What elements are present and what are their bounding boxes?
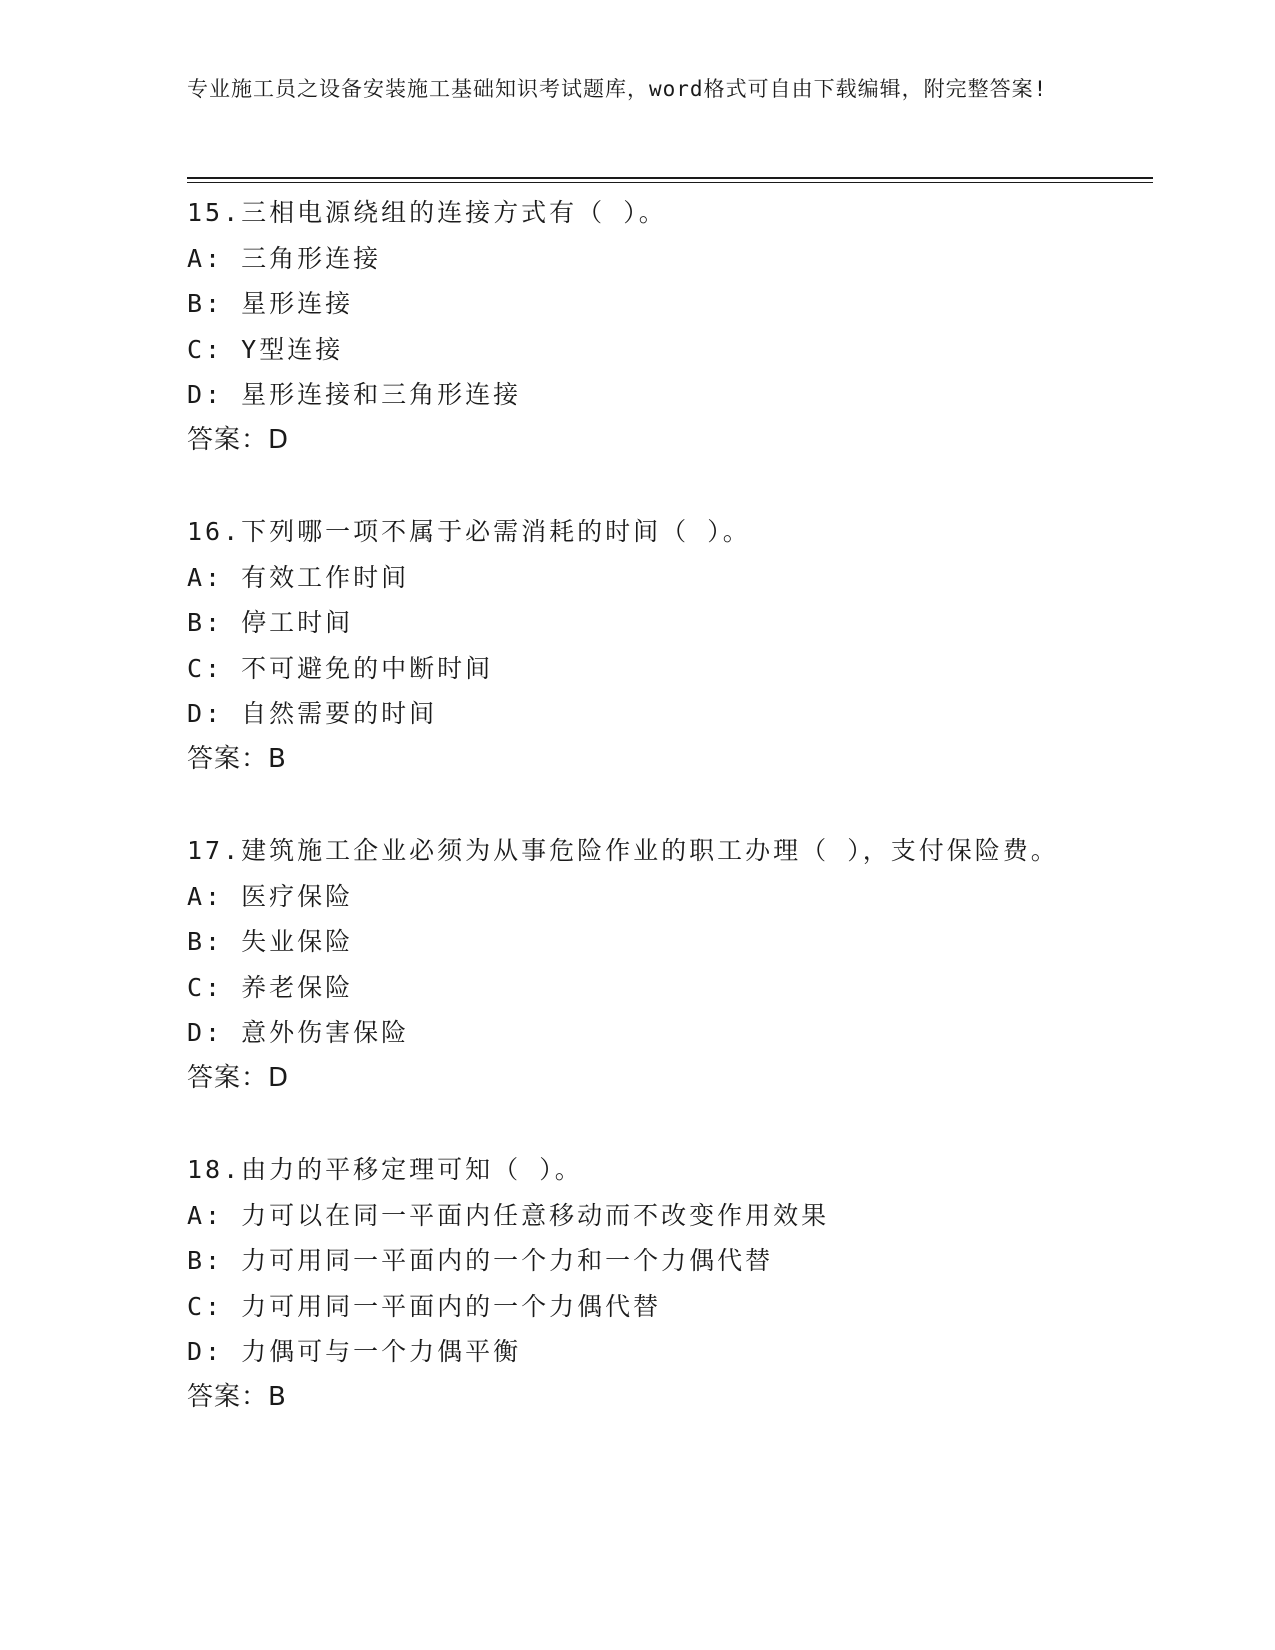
option-c: C: 力可用同一平面内的一个力偶代替 <box>187 1291 662 1321</box>
document-header: 专业施工员之设备安装施工基础知识考试题库，word格式可自由下载编辑，附完整答案! <box>187 77 1048 101</box>
option-b: B: 停工时间 <box>187 608 354 637</box>
question-list <box>187 190 1067 1466</box>
option-a: A: 力可以在同一平面内任意移动而不改变作用效果 <box>187 1200 830 1230</box>
question-16 <box>187 509 1067 782</box>
answer: 答案：D <box>187 1062 290 1093</box>
question-text: 16.下列哪一项不属于必需消耗的时间（ ）。 <box>187 517 751 546</box>
option-d: D: 意外伤害保险 <box>187 1018 410 1047</box>
option-a: A: 三角形连接 <box>187 243 382 273</box>
question-text: 18.由力的平移定理可知（ ）。 <box>187 1155 583 1184</box>
option-c: C: 养老保险 <box>187 972 354 1002</box>
option-a: A: 有效工作时间 <box>187 562 410 592</box>
answer: 答案：B <box>187 743 287 774</box>
question-text: 15.三相电源绕组的连接方式有（ ）。 <box>187 198 667 227</box>
option-c: C: 不可避免的中断时间 <box>187 653 494 683</box>
option-c: C: Y型连接 <box>187 334 344 364</box>
question-15 <box>187 190 1067 463</box>
option-d: D: 自然需要的时间 <box>187 699 438 728</box>
answer: 答案：D <box>187 424 290 455</box>
question-17 <box>187 828 1067 1101</box>
option-b: B: 星形连接 <box>187 289 354 318</box>
answer: 答案：B <box>187 1381 287 1412</box>
header-rule-thin <box>187 182 1153 183</box>
option-a: A: 医疗保险 <box>187 881 354 911</box>
header-rule-thick <box>187 177 1153 179</box>
option-b: B: 力可用同一平面内的一个力和一个力偶代替 <box>187 1246 774 1275</box>
question-18 <box>187 1147 1067 1420</box>
option-b: B: 失业保险 <box>187 927 354 956</box>
question-text: 17.建筑施工企业必须为从事危险作业的职工办理（ ），支付保险费。 <box>187 836 1059 865</box>
option-d: D: 星形连接和三角形连接 <box>187 380 522 409</box>
option-d: D: 力偶可与一个力偶平衡 <box>187 1337 522 1366</box>
